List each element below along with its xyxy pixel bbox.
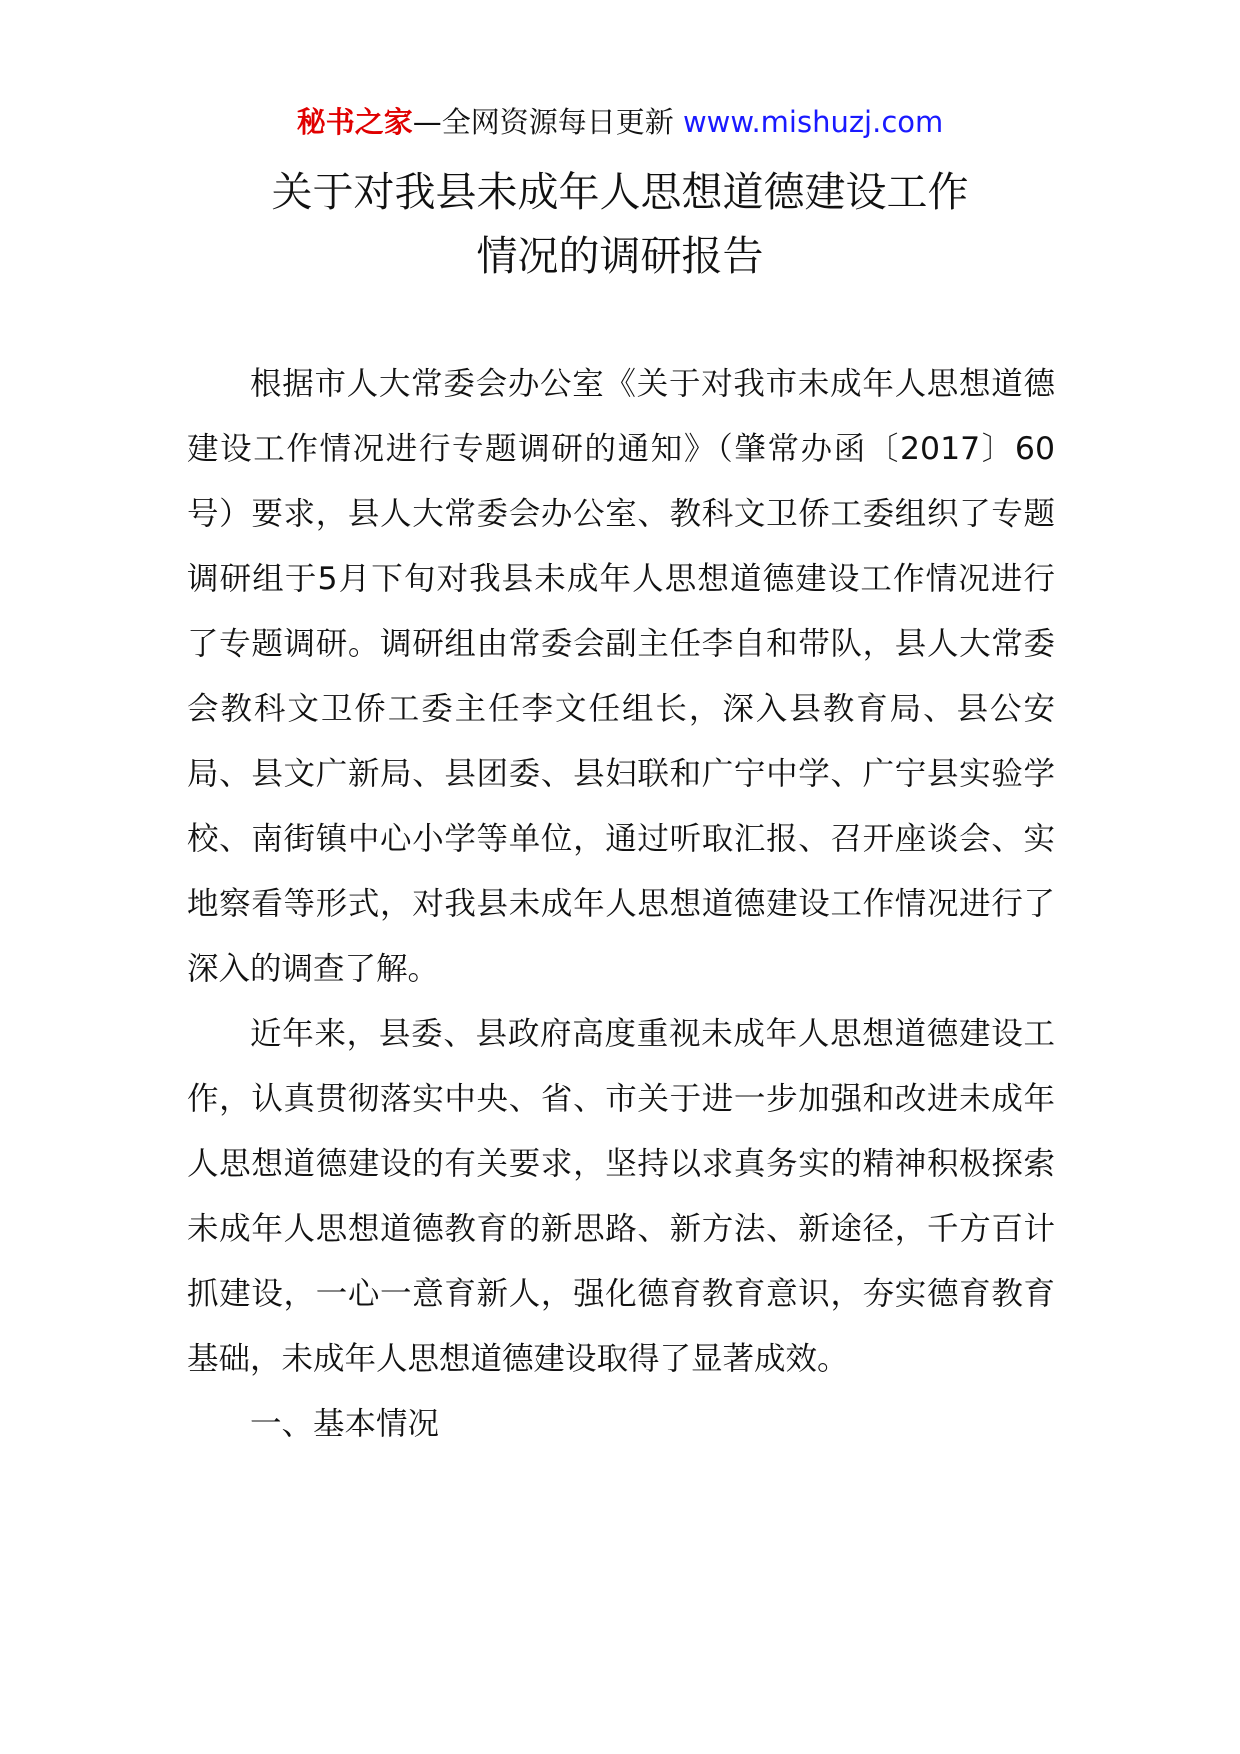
section-heading: 一、基本情况 (250, 1406, 440, 1442)
title-line-2: 情况的调研报告 (476, 232, 764, 280)
document-title (0, 160, 1240, 288)
document-body (187, 352, 1055, 1457)
body-paragraph-1: 根据市人大常委会办公室《关于对我市未成年人思想道德建设工作情况进行专题调研的通知》（肇常办函〔2017〕60号）要求，县人大常委会办公室、教科文卫侨工委组织了专题调研组于5月下旬对我县未成年人思想道德建设工作情况进行了专题调研。调研组由常委会副主任李自和带队，县人大常委会教科文卫侨工委主任李文任组长，深入县教育局、县公安局、县文广新局、县团委、县妇联和广宁中学、广宁县实验学校、南街镇中心小学等单位，通过听取汇报、召开座谈会、实地察看等形式，对我县未成年人思想道德建设工作情况进行了深入的调查了解。 (187, 366, 1055, 987)
body-paragraph-2: 近年来，县委、县政府高度重视未成年人思想道德建设工作，认真贯彻落实中央、省、市关于进一步加强和改进未成年人思想道德建设的有关要求，坚持以求真务实的精神积极探索未成年人思想道德教育的新思路、新方法、新途径，千方百计抓建设，一心一意育新人，强化德育教育意识，夯实德育教育基础，未成年人思想道德建设取得了显著成效。 (187, 1016, 1055, 1377)
brand-name: 秘书之家 (296, 105, 413, 139)
title-line-1: 关于对我县未成年人思想道德建设工作 (271, 168, 969, 216)
site-banner (0, 102, 1240, 142)
banner-tagline: —全网资源每日更新 (412, 105, 674, 139)
site-url-link[interactable]: www.mishuzj.com (682, 105, 944, 139)
